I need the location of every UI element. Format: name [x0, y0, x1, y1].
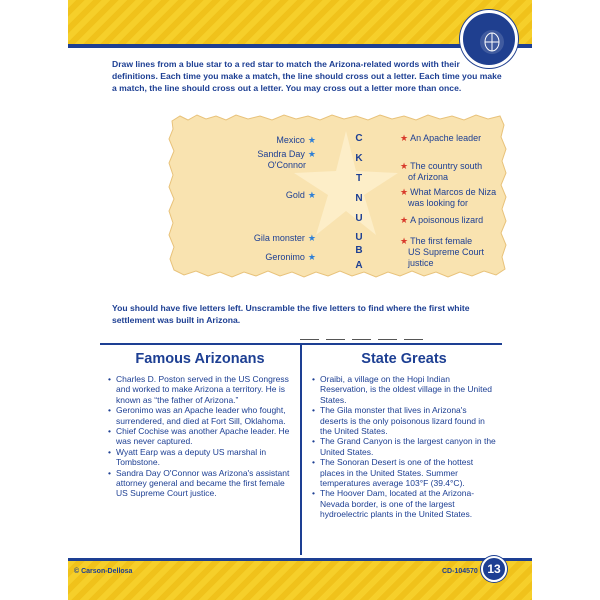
list-item: • The Grand Canyon is the largest canyon in the United States.	[312, 436, 496, 457]
list-item: • Oraibi, a village on the Hopi Indian Reservation, is the oldest village in the United States.	[312, 374, 492, 405]
bullet-icon: •	[312, 457, 315, 468]
answer-blank[interactable]	[352, 339, 371, 340]
page-number-badge: 13	[481, 556, 507, 582]
facts-section	[100, 343, 502, 555]
puzzle-letter: U	[355, 232, 363, 243]
puzzle-letter: C	[355, 133, 363, 144]
puzzle-letter: N	[355, 193, 363, 204]
answer-blank[interactable]	[326, 339, 345, 340]
copyright-text: © Carson-Dellosa	[74, 568, 133, 575]
answer-blank[interactable]	[404, 339, 423, 340]
unscramble-instructions: You should have five letters left. Unscramble the five letters to find where the first white settlement was built in Arizona.	[112, 303, 470, 326]
blue-star-icon[interactable]: ★	[307, 190, 316, 200]
puzzle-letter: T	[355, 173, 363, 184]
word-oconnor: O'Connor	[267, 160, 306, 170]
definition-poisonous-lizard[interactable]: ★ A poisonous lizard	[400, 215, 484, 225]
red-star-icon[interactable]: ★	[400, 187, 409, 197]
blue-star-icon[interactable]: ★	[307, 252, 316, 262]
bullet-icon: •	[312, 374, 315, 384]
answer-blanks[interactable]	[300, 339, 423, 340]
answer-blank[interactable]	[300, 339, 319, 340]
list-item: • The Hoover Dam, located at the Arizona-Nevada border, is one of the largest hydroelectric plants in the United States.	[312, 488, 475, 520]
definition-first-female-justice[interactable]: ★ The first female US Supreme Court justice	[400, 236, 485, 268]
bullet-icon: •	[312, 436, 315, 447]
puzzle-letter: A	[355, 260, 363, 271]
column-divider	[300, 343, 302, 555]
blue-star-icon[interactable]: ★	[307, 135, 316, 145]
blue-star-icon[interactable]: ★	[307, 149, 316, 159]
list-item: • Sandra Day O'Connor was Arizona's assistant attorney general and became the first female US Supreme Court justice.	[108, 467, 290, 499]
bullet-icon: •	[312, 405, 315, 416]
list-item: • Chief Cochise was another Apache leader. He was never captured.	[108, 426, 290, 447]
famous-arizonans-column	[108, 349, 292, 499]
word-gold[interactable]: Gold ★	[285, 190, 316, 200]
famous-list	[108, 374, 292, 499]
list-item: • Geronimo was an Apache leader who fought, surrendered, and died at Fort Sill, Oklahoma.	[108, 405, 286, 426]
product-code: CD-104570	[442, 568, 478, 575]
bullet-icon: •	[108, 374, 111, 384]
list-item: • Wyatt Earp was a deputy US marshal in Tombstone.	[108, 446, 267, 468]
bullet-icon: •	[108, 446, 111, 457]
bullet-icon: •	[312, 488, 315, 499]
red-star-icon[interactable]: ★	[400, 236, 409, 246]
footer-banner	[68, 561, 532, 600]
list-item: • The Sonoran Desert is one of the hottest places in the United States. Summer temperatures average 103°F (39.4°C).	[312, 457, 474, 489]
red-star-icon[interactable]: ★	[400, 133, 409, 143]
state-greats-heading: State Greats	[361, 351, 447, 367]
answer-blank[interactable]	[378, 339, 397, 340]
definition-marcos-de-niza[interactable]: ★ What Marcos de Niza was looking for	[400, 187, 497, 208]
puzzle-letter: U	[355, 213, 363, 224]
state-greats-column	[312, 349, 496, 520]
bullet-icon: •	[108, 405, 111, 416]
matching-puzzle	[166, 113, 508, 279]
bullet-icon: •	[108, 426, 111, 437]
instructions-text: Draw lines from a blue star to a red star to match the Arizona-related words with their definitions. Each time you make a match, the line should cross out a letter. Each time you make a match, the line should cross out a letter. You may cross out a letter more than once.	[112, 59, 502, 94]
famous-arizonans-heading: Famous Arizonans	[135, 351, 265, 367]
puzzle-letter: B	[355, 245, 363, 256]
word-mexico[interactable]: Mexico ★	[276, 135, 316, 145]
definition-apache-leader[interactable]: ★ An Apache leader	[400, 133, 482, 143]
bullet-icon: •	[108, 467, 111, 478]
definition-country-south[interactable]: ★ The country south of Arizona	[400, 161, 483, 182]
workbook-page	[68, 0, 532, 600]
word-sandra-day[interactable]: Sandra Day ★	[257, 149, 316, 159]
greats-list	[312, 374, 496, 520]
blue-star-icon[interactable]: ★	[307, 233, 316, 243]
word-gila-monster[interactable]: Gila monster ★	[253, 233, 316, 243]
red-star-icon[interactable]: ★	[400, 161, 409, 171]
list-item: • The Gila monster that lives in Arizona's deserts is the only poisonous lizard found in the United States.	[312, 405, 485, 437]
list-item: • Charles D. Poston served in the US Congress and worked to make Arizona a territory. He is known as “the father of Arizona.”	[108, 374, 289, 405]
red-star-icon[interactable]: ★	[400, 215, 409, 225]
puzzle-letter: K	[355, 153, 363, 164]
word-geronimo[interactable]: Geronimo ★	[265, 252, 316, 262]
